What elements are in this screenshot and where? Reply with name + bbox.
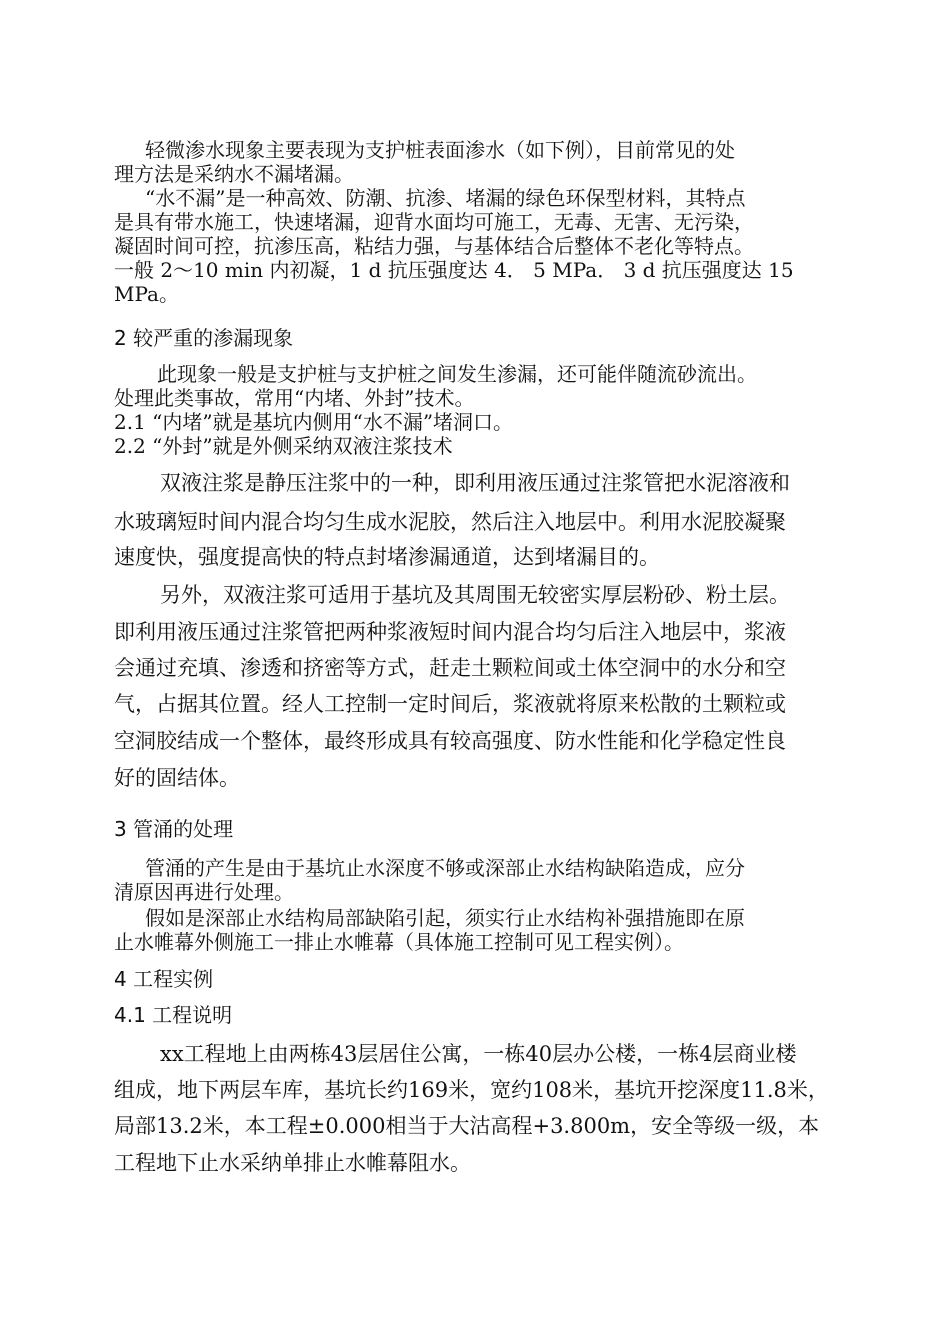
paragraph-line: 另外，双液注浆可适用于基坑及其周围无较密实厚层粉砂、粉土层。 [160, 583, 790, 607]
paragraph-line: 局部13.2米，本工程±0.000相当于大沽高程+3.800m，安全等级一级，本 [114, 1114, 820, 1138]
paragraph-line: 会通过充填、渗透和挤密等方式，赶走土颗粒间或土体空洞中的水分和空 [114, 656, 786, 680]
paragraph-line: 清原因再进行处理。 [114, 880, 294, 904]
paragraph-line: 处理此类事故，常用“内堵、外封”技术。 [114, 386, 475, 410]
paragraph-line: 管涌的产生是由于基坑止水深度不够或深部止水结构缺陷造成，应分 [145, 856, 745, 880]
paragraph-line: 凝固时间可控，抗渗压高，粘结力强，与基体结合后整体不老化等特点。 [114, 234, 754, 258]
paragraph-line: 组成，地下两层车库，基坑长约169米，宽约108米，基坑开挖深度11.8米， [114, 1078, 829, 1102]
paragraph-line: “水不漏”是一种高效、防潮、抗渗、堵漏的绿色环保型材料，其特点 [145, 186, 746, 210]
paragraph-line: 好的固结体。 [114, 766, 240, 790]
paragraph-line: 止水帷幕外侧施工一排止水帷幕（具体施工控制可见工程实例）。 [114, 930, 684, 954]
paragraph-line: 速度快，强度提高快的特点封堵渗漏通道，达到堵漏目的。 [114, 545, 660, 569]
subsection-line: 2.1 “内堵”就是基坑内侧用“水不漏”堵洞口。 [114, 410, 514, 434]
paragraph-line: 水玻璃短时间内混合均匀生成水泥胶，然后注入地层中。利用水泥胶凝聚 [114, 510, 786, 534]
paragraph-line: 是具有带水施工，快速堵漏，迎背水面均可施工，无毒、无害、无污染， [114, 210, 754, 234]
subsection-heading: 4.1 工程说明 [114, 1003, 233, 1027]
paragraph-line: 空洞胶结成一个整体，最终形成具有较高强度、防水性能和化学稳定性良 [114, 729, 786, 753]
paragraph-line: 气，占据其位置。经人工控制一定时间后，浆液就将原来松散的土颗粒或 [114, 692, 786, 716]
paragraph-line: 即利用液压通过注浆管把两种浆液短时间内混合均匀后注入地层中，浆液 [114, 620, 786, 644]
paragraph-line: 工程地下止水采纳单排止水帷幕阻水。 [114, 1151, 471, 1175]
paragraph-line: 理方法是采纳水不漏堵漏。 [114, 162, 354, 186]
paragraph-line: xx工程地上由两栋43层居住公寓，一栋40层办公楼，一栋4层商业楼 [160, 1042, 797, 1066]
paragraph-line: 一般 2～10 min 内初凝，1 d 抗压强度达 4． 5 MPa． 3 d 抗压强度达 15 [114, 258, 794, 282]
section-heading: 4 工程实例 [114, 967, 214, 991]
paragraph-line: 轻微渗水现象主要表现为支护桩表面渗水（如下例），目前常见的处 [145, 138, 735, 162]
subsection-line: 2.2 “外封”就是外侧采纳双液注浆技术 [114, 434, 453, 458]
paragraph-line: 此现象一般是支护桩与支护桩之间发生渗漏，还可能伴随流砂流出。 [157, 362, 757, 386]
paragraph-line: MPa。 [114, 282, 179, 306]
section-heading: 2 较严重的渗漏现象 [114, 326, 294, 350]
section-heading: 3 管涌的处理 [114, 817, 234, 841]
paragraph-line: 假如是深部止水结构局部缺陷引起，须实行止水结构补强措施即在原 [145, 906, 745, 930]
paragraph-line: 双液注浆是静压注浆中的一种，即利用液压通过注浆管把水泥溶液和 [160, 471, 790, 495]
